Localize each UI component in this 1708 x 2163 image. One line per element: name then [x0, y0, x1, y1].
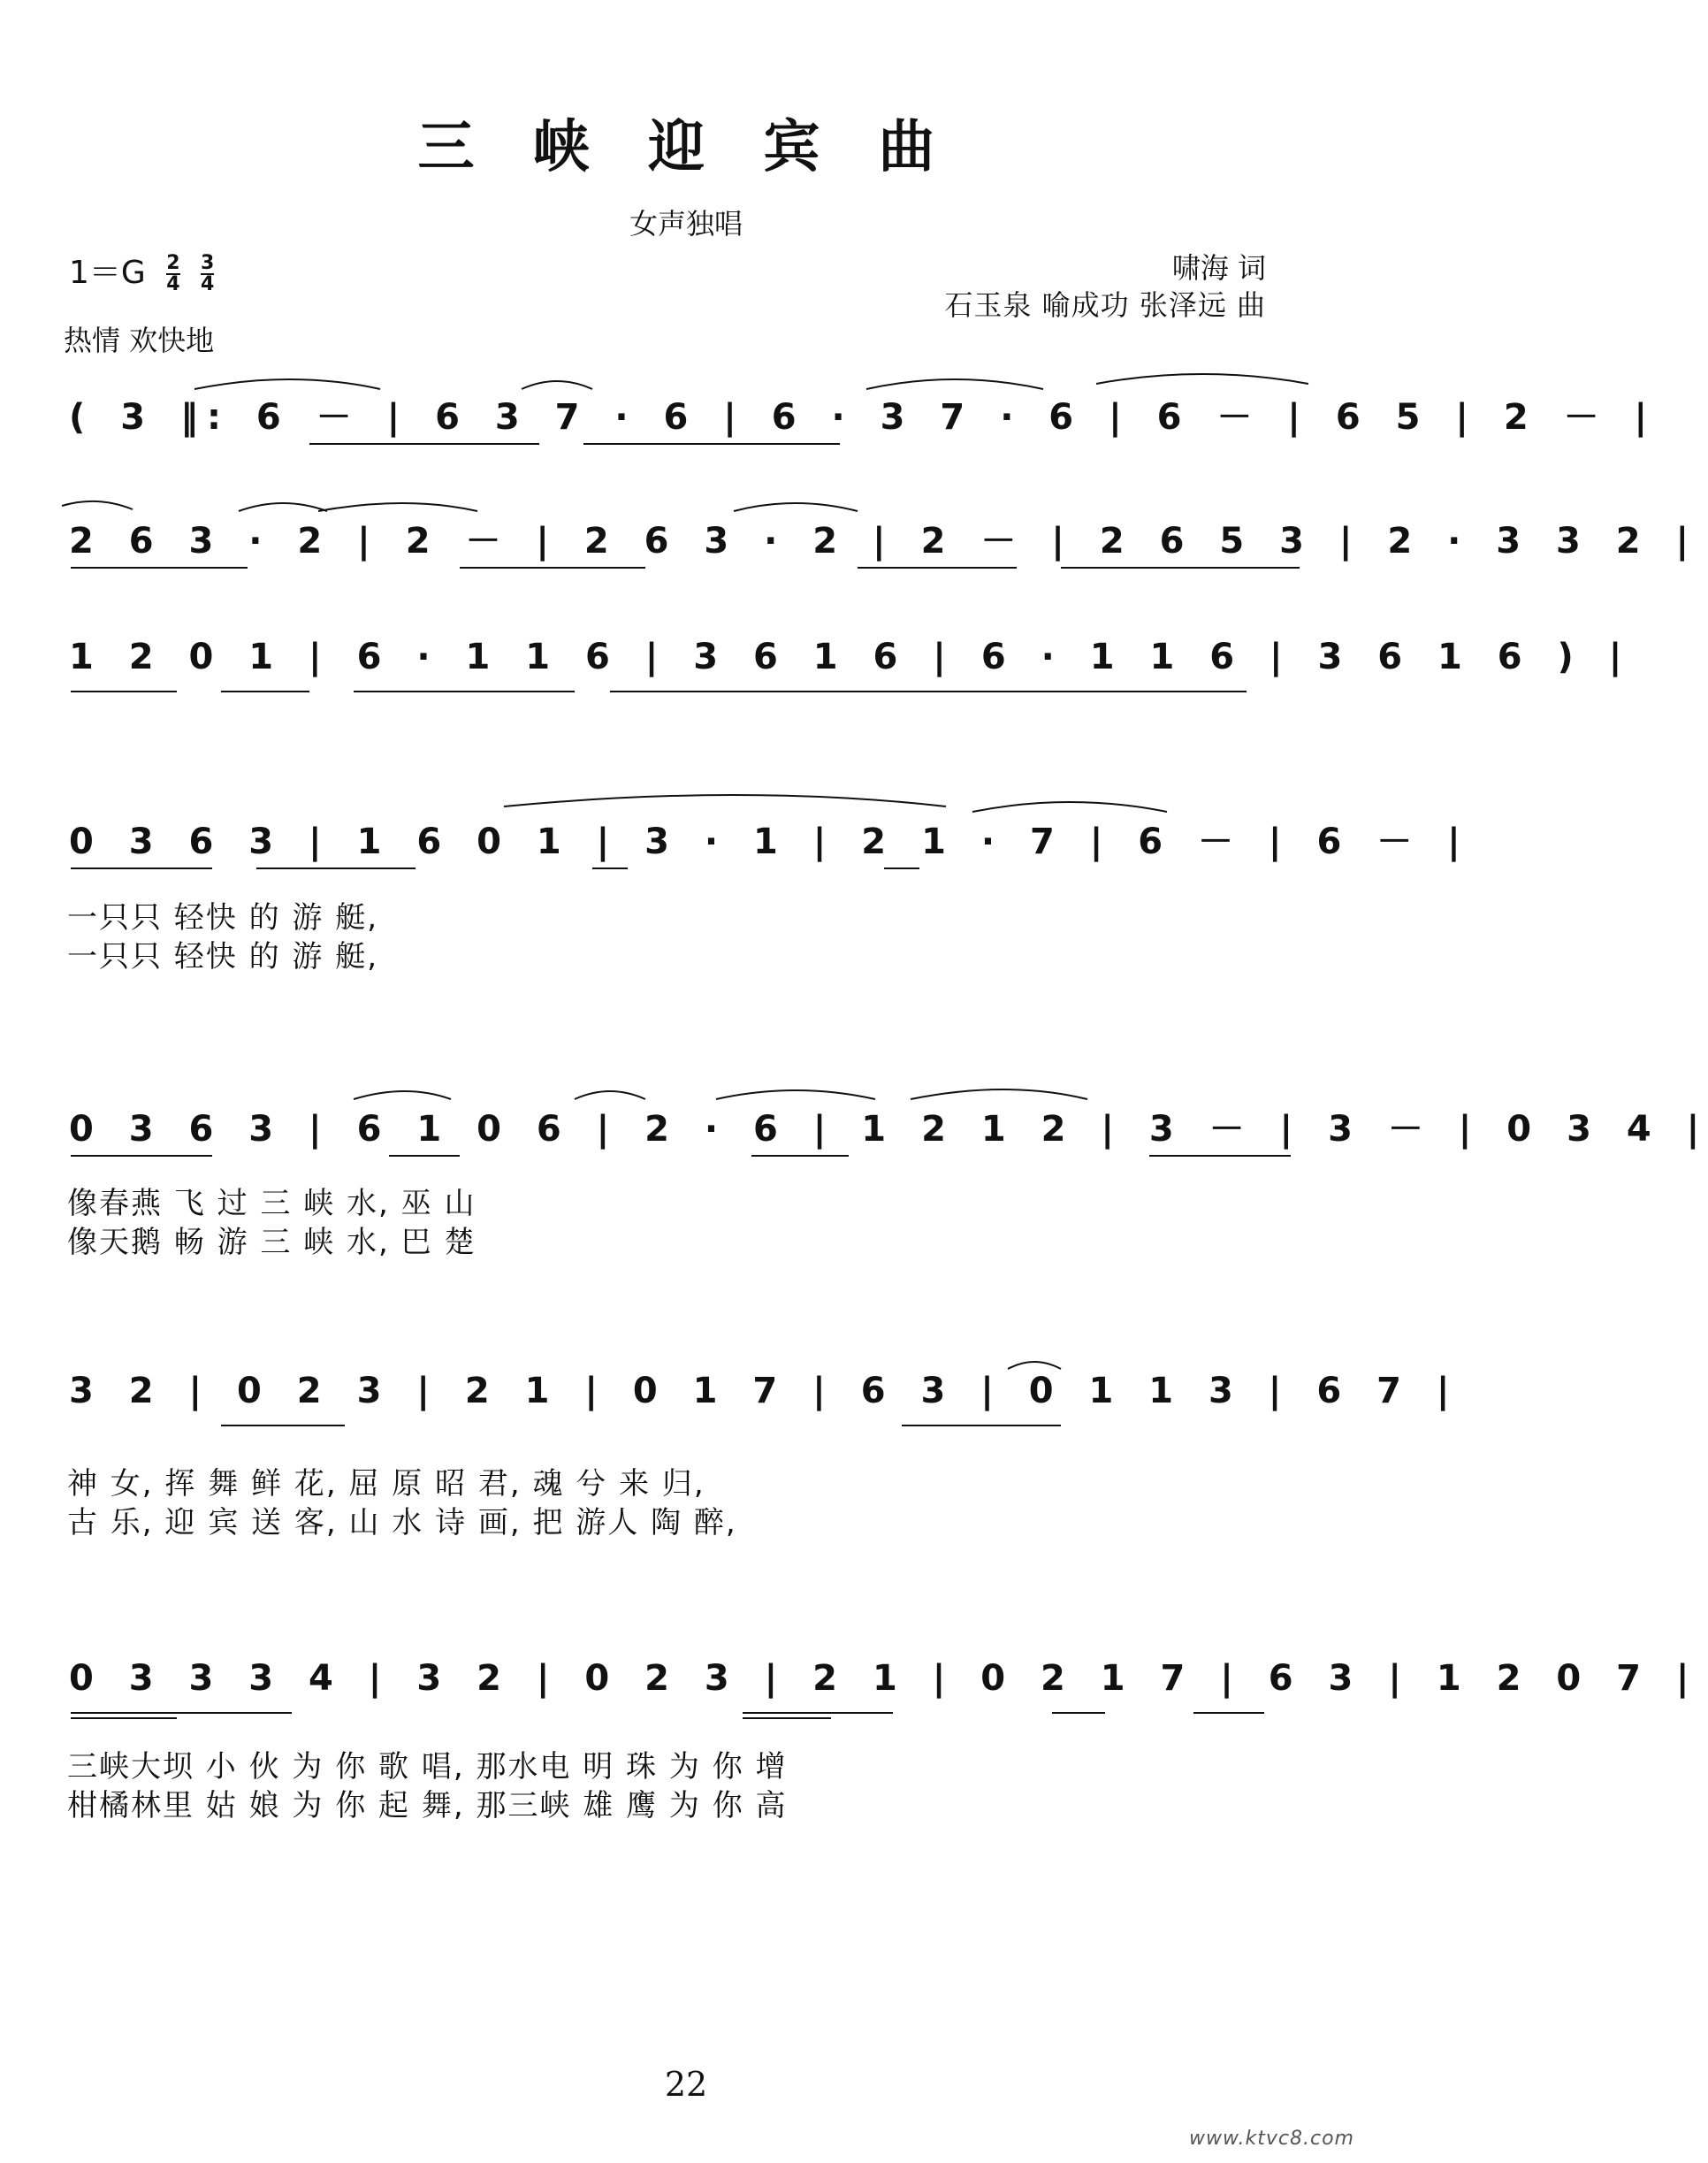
key-label: 1＝G	[69, 255, 146, 291]
key-signature	[69, 248, 214, 294]
score-line-6	[62, 1353, 1459, 1441]
page-number: 22	[664, 2065, 708, 2104]
time-signature-1: $\frac{2}{4}$	[166, 252, 180, 295]
lyricist-credit: 啸海 词	[1171, 251, 1266, 285]
time-signature-2: $\frac{3}{4}$	[201, 252, 215, 295]
score-line-1	[62, 371, 1657, 460]
lyric-line-5a: 像春燕 飞 过 三 峡 水, 巫 山	[67, 1186, 477, 1221]
notation-line-5: 0 3 6 3 | 6 1 0 6 | 2 · 6 | 1 2 1 2 | 3 － | 3 － | 0 3 4 |	[69, 1109, 1708, 1150]
lyric-line-5b: 像天鹅 畅 游 三 峡 水, 巴 楚	[67, 1225, 477, 1260]
tempo-marking: 热情 欢快地	[64, 324, 215, 357]
composer-credit: 石玉泉 喻成功 张泽远 曲	[944, 288, 1266, 322]
notation-line-4: 0 3 6 3 | 1 6 0 1 | 3 · 1 | 2 1 · 7 | 6 － | 6 － |	[69, 822, 1469, 862]
notation-line-7: 0 3 3 3 4 | 3 2 | 0 2 3 | 2 1 | 0 2 1 7 | 6 3 | 1 2 0 7 |	[69, 1658, 1698, 1699]
lyric-line-7a: 三峡大坝 小 伙 为 你 歌 唱, 那水电 明 珠 为 你 增	[67, 1749, 788, 1785]
lyric-line-7b: 柑橘林里 姑 娘 为 你 起 舞, 那三峡 雄 鹰 为 你 高	[67, 1788, 788, 1823]
page-title: 三 峡 迎 宾 曲	[417, 114, 955, 180]
lyric-line-4b: 一只只 轻快 的 游 艇,	[67, 939, 379, 974]
subtitle: 女声独唱	[629, 207, 743, 241]
lyric-line-4a: 一只只 轻快 的 游 艇,	[67, 900, 379, 936]
notation-line-6: 3 2 | 0 2 3 | 2 1 | 0 1 7 | 6 3 | 0 1 1 3 | 6 7 |	[69, 1371, 1459, 1411]
score-line-3	[62, 619, 1631, 707]
score-line-4	[62, 796, 1469, 884]
notation-line-3: 1 2 0 1 | 6 · 1 1 6 | 3 6 1 6 | 6 · 1 1 6 | 3 6 1 6 ) |	[69, 637, 1631, 677]
score-line-2	[62, 495, 1698, 584]
site-watermark: www.ktvc8.com	[1188, 2128, 1354, 2150]
lyric-line-6a: 神 女, 挥 舞 鲜 花, 屈 原 昭 君, 魂 兮 来 归,	[67, 1466, 705, 1502]
lyric-line-6b: 古 乐, 迎 宾 送 客, 山 水 诗 画, 把 游人 陶 醉,	[67, 1505, 737, 1540]
notation-line-2: 2 6 3 · 2 | 2 － | 2 6 3 · 2 | 2 － | 2 6 5 3 | 2 · 3 3 2 |	[69, 521, 1698, 562]
score-line-5	[62, 1083, 1708, 1172]
score-line-7	[62, 1640, 1698, 1729]
notation-line-1: ( 3 ‖: 6 － | 6 3 7 · 6 | 6 · 3 7 · 6 | 6 － | 6 5 | 2 － |	[69, 397, 1657, 438]
